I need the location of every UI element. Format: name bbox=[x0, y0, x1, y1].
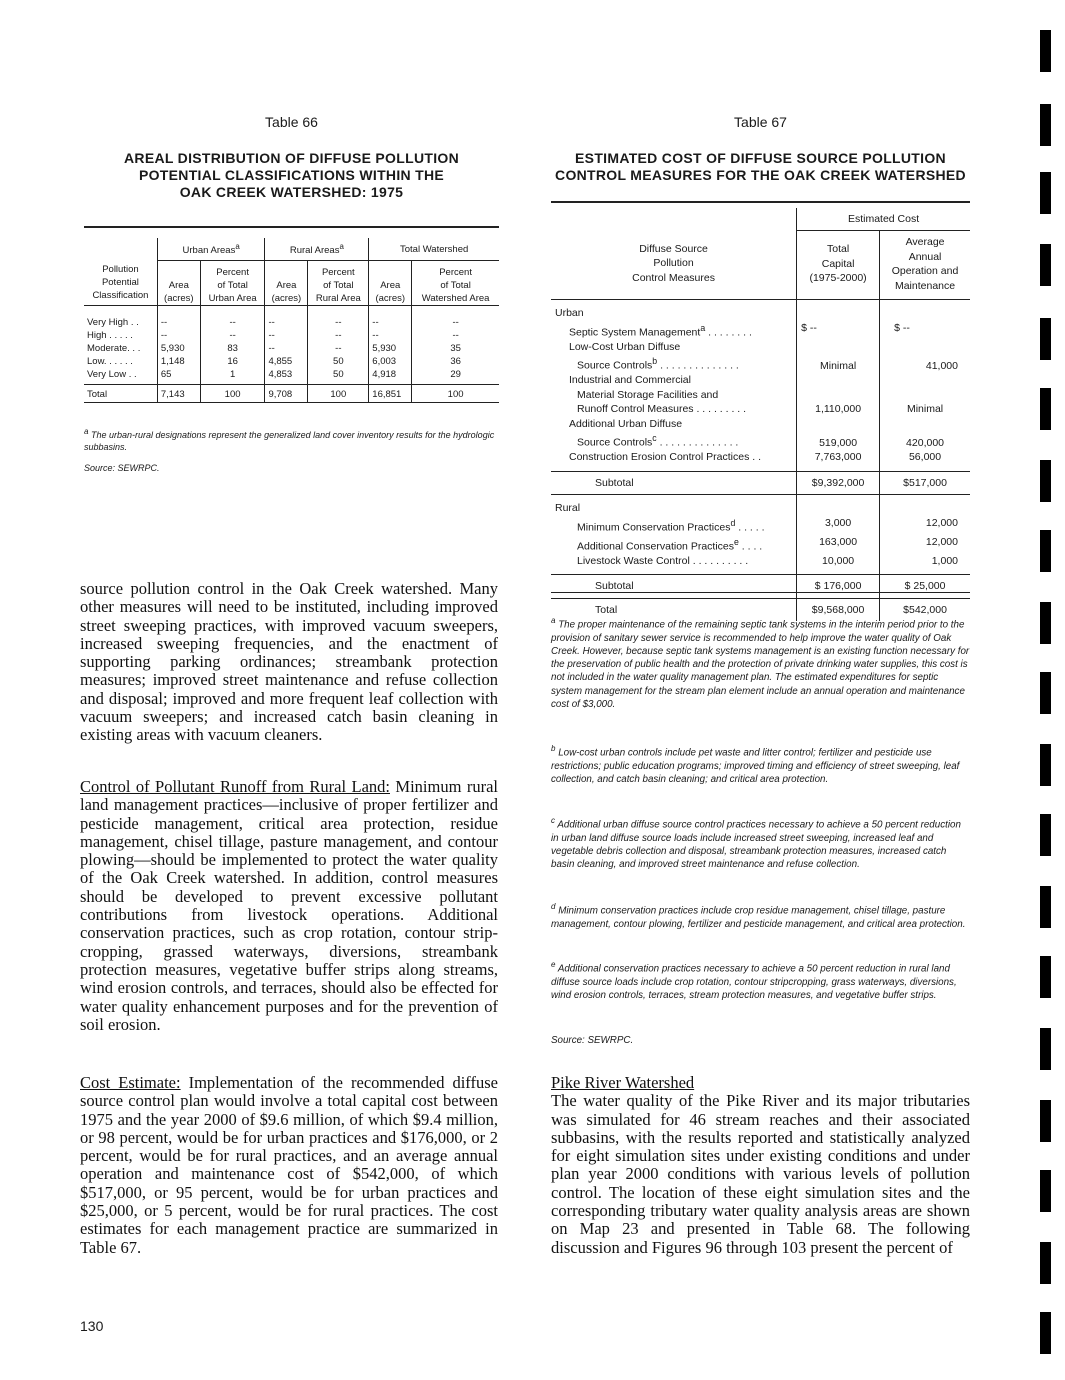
row-label bbox=[551, 516, 797, 535]
footnote-mark: a bbox=[339, 242, 344, 252]
table67-title-line: CONTROL MEASURES FOR THE OAK CREEK WATERSHED bbox=[555, 167, 966, 183]
footnote-mark: d bbox=[551, 902, 556, 911]
row-label-text: Industrial and Commercial bbox=[569, 374, 691, 386]
left-paragraph-3 bbox=[80, 1074, 498, 1257]
table67-footnote bbox=[551, 614, 970, 711]
table66-footnote bbox=[84, 426, 499, 453]
row-label-line bbox=[569, 431, 792, 450]
table66 bbox=[84, 238, 499, 403]
row-label-text: Septic System Management bbox=[569, 326, 701, 338]
table67-footnote bbox=[551, 742, 970, 786]
table-cell: 3,000 bbox=[797, 516, 880, 535]
table-cell: 9,708 bbox=[265, 385, 308, 404]
header-line: Diffuse Source bbox=[639, 242, 708, 255]
table-cell: 36 bbox=[412, 355, 499, 368]
row-label bbox=[551, 535, 797, 554]
table67-footnote bbox=[551, 958, 970, 1002]
table-row bbox=[84, 355, 499, 368]
leader-dots: . . . . . . . . . . bbox=[689, 554, 749, 567]
table-cell: 100 bbox=[308, 385, 369, 404]
table-cell: 7,143 bbox=[157, 385, 200, 404]
table-cell: -- bbox=[308, 329, 369, 342]
table66-number: Table 66 bbox=[265, 114, 318, 130]
row-label bbox=[551, 340, 797, 374]
binding-mark bbox=[1040, 1242, 1051, 1284]
footnote-text: The urban-rural designations represent the generalized land cover inventory results for the hydrologic subbasins. bbox=[84, 430, 495, 452]
binding-mark bbox=[1040, 460, 1051, 502]
binding-marks bbox=[1040, 0, 1051, 1380]
footnote-mark: a bbox=[700, 322, 706, 333]
binding-mark bbox=[1040, 1100, 1051, 1142]
leader-dots: . . . . . bbox=[735, 521, 765, 533]
table-cell: -- bbox=[265, 329, 308, 342]
table67-title-line: ESTIMATED COST OF DIFFUSE SOURCE POLLUTION bbox=[575, 150, 946, 166]
header-line: Percent bbox=[216, 267, 249, 278]
table-cell: 6,003 bbox=[369, 355, 412, 368]
header-line: (acres) bbox=[271, 293, 302, 304]
leader-dots: . . . . . . . . . bbox=[693, 403, 747, 415]
header-line: Area bbox=[168, 280, 189, 291]
row-label-text: Low-Cost Urban Diffuse bbox=[569, 340, 681, 353]
row-label: Moderate. . . bbox=[87, 342, 141, 354]
section-heading: Cost Estimate: bbox=[80, 1073, 181, 1092]
table67-col-header bbox=[797, 231, 880, 300]
table-cell: 4,853 bbox=[265, 368, 308, 381]
table-cell: -- bbox=[412, 316, 499, 329]
header-line: Urban Area bbox=[208, 293, 257, 304]
table-row bbox=[84, 342, 499, 355]
binding-mark bbox=[1040, 104, 1051, 146]
row-label-line bbox=[569, 354, 792, 373]
table-cell: 163,000 bbox=[797, 535, 880, 554]
row-label: Very High . . bbox=[87, 316, 139, 328]
table-cell: $517,000 bbox=[880, 471, 970, 495]
row-label-text: Minimum Conservation Practices bbox=[577, 521, 731, 533]
table66-col-header bbox=[265, 261, 308, 306]
table-subtotal-row bbox=[551, 575, 970, 599]
table-cell: $9,568,000 bbox=[797, 598, 880, 621]
header-line: Classification bbox=[92, 290, 149, 301]
table-cell: -- bbox=[265, 316, 308, 329]
footnote-mark: e bbox=[551, 960, 556, 969]
header-line: Pollution bbox=[653, 257, 694, 270]
row-label-text: Construction Erosion Control Practices bbox=[569, 451, 750, 463]
binding-mark bbox=[1040, 1028, 1051, 1070]
group-label: Total Watershed bbox=[399, 243, 469, 255]
group-label: Rural Areas bbox=[289, 245, 340, 257]
binding-mark bbox=[1040, 672, 1051, 714]
table-cell: -- bbox=[265, 342, 308, 355]
table-row bbox=[551, 554, 970, 575]
row-label-text: Additional Urban Diffuse bbox=[569, 417, 683, 430]
table-cell: 50 bbox=[308, 355, 369, 368]
paragraph-text: The water quality of the Pike River and its major tributaries was simulated for 46 stream reaches and their associated subbasins, with the results reported and statistically analyzed for eight simulation sites under existing conditions and under plan year 2000 conditions with various levels of pollution control. The location of these eight simulation sites and the corresponding tributary water quality analysis areas are shown on Map 23 and presented in Table 68. The following discussion and Figures 96 through 103 present the percent of bbox=[551, 1091, 970, 1257]
table-cell: -- bbox=[157, 316, 200, 329]
table-cell: 7,763,000 bbox=[797, 450, 880, 471]
footnote-mark: c bbox=[551, 816, 555, 825]
row-label-text: Additional Conservation Practices bbox=[577, 540, 734, 552]
binding-mark bbox=[1040, 814, 1051, 856]
header-line: Rural Area bbox=[315, 293, 361, 304]
row-label: Subtotal bbox=[551, 575, 797, 599]
table67-number: Table 67 bbox=[734, 114, 787, 130]
header-line: (1975-2000) bbox=[809, 272, 867, 285]
table67-bottom-rule bbox=[551, 592, 970, 593]
table-row bbox=[551, 373, 970, 417]
section-heading: Control of Pollutant Runoff from Rural Land: bbox=[80, 777, 390, 796]
binding-mark bbox=[1040, 956, 1051, 998]
table-cell: 1,110,000 bbox=[797, 373, 880, 417]
row-label bbox=[551, 373, 797, 417]
row-label bbox=[551, 450, 797, 471]
header-line: Percent bbox=[439, 267, 472, 278]
row-label-text: Runoff Control Measures bbox=[577, 403, 694, 415]
table-cell: 519,000 bbox=[797, 417, 880, 451]
section-label: Rural bbox=[551, 495, 797, 516]
leader-dots: . . . . . . . . bbox=[705, 326, 752, 338]
row-label: Very Low . . bbox=[87, 368, 137, 380]
table66-col-header bbox=[308, 261, 369, 306]
table66-group-header bbox=[369, 238, 499, 261]
header-line: Maintenance bbox=[894, 279, 956, 292]
table-subtotal-row bbox=[551, 471, 970, 495]
binding-mark bbox=[1040, 530, 1051, 572]
footnote-text: Minimum conservation practices include crop residue management, chisel tillage, pasture management, contour plowing, fertilizer and pesticide management, and critical area protection. bbox=[551, 905, 966, 930]
table-cell: -- bbox=[412, 329, 499, 342]
header-line: Control Measures bbox=[632, 271, 715, 284]
row-label-text: Material Storage Facilities and bbox=[577, 388, 719, 401]
table67-col-header bbox=[880, 231, 970, 300]
table-cell: 12,000 bbox=[880, 535, 970, 554]
section-heading: Pike River Watershed bbox=[551, 1073, 695, 1092]
table-cell: 12,000 bbox=[880, 516, 970, 535]
table-row bbox=[84, 329, 499, 342]
row-label-line bbox=[569, 402, 792, 417]
header-line: (acres) bbox=[164, 293, 194, 304]
row-label bbox=[551, 321, 797, 340]
header-line: Area bbox=[380, 280, 401, 291]
header-line: of Total bbox=[323, 280, 354, 291]
header-line: (acres) bbox=[375, 293, 406, 304]
paragraph-text: Implementation of the recommended diffuse source control plan would involve a total capital cost between 1975 and the year 2000 of $9.6 million, of which $9.4 million, or 98 percent, would be for urban practices and $176,000, or 2 percent, would be for rural practices, and an average annual operation and maintenance cost of $542,000, of which $517,000, or 95 percent, would be for urban practices and $25,000, or 5 percent, would be for rural practices. The cost estimates for each management practice are summarized in Table 67. bbox=[80, 1073, 498, 1257]
table-cell: $ 25,000 bbox=[880, 575, 970, 599]
table66-group-header bbox=[157, 238, 265, 261]
footnote-text: Low-cost urban controls include pet waste and litter control; fertilizer and pesticide use restrictions; public education programs; improved timing and efficiency of street sweeping, leaf collection, and catch basin cleaning; and critical area protection. bbox=[551, 747, 960, 785]
table-cell: $ -- bbox=[797, 321, 880, 340]
table-row bbox=[551, 340, 970, 374]
header-line: of Total bbox=[217, 280, 248, 291]
paragraph-text: Minimum rural land management practices—inclusive of proper fertilizer and pesticide management, critical area protection, residue management, chisel tillage, pasture management, and contour plowing—should be implemented to protect the water quality of the Oak Creek watershed. In addition, control measures should be developed to prevent excessive pollutant contributions from livestock operations. Additional conservation practices, such as crop rotation, contour strip-cropping, grassed waterways, diversions, streambank protection measures, vegetative buffer strips along streams, wind erosion controls, and terraces, should also be effected for water quality enhancement purposes and for the prevention of soil erosion. bbox=[80, 777, 498, 1034]
table-cell: -- bbox=[200, 329, 265, 342]
binding-mark bbox=[1040, 172, 1051, 214]
table-cell: -- bbox=[157, 329, 200, 342]
table-cell: -- bbox=[369, 329, 412, 342]
row-label: Total bbox=[551, 598, 797, 621]
table-row bbox=[551, 450, 970, 471]
binding-mark bbox=[1040, 30, 1051, 72]
footnote-mark: b bbox=[551, 744, 556, 753]
table-cell: $ -- bbox=[880, 321, 970, 340]
table-cell: $ 176,000 bbox=[797, 575, 880, 599]
header-line: of Total bbox=[440, 280, 471, 291]
table-cell: 1,000 bbox=[880, 554, 970, 575]
table-cell: $9,392,000 bbox=[797, 471, 880, 495]
table-cell: 35 bbox=[412, 342, 499, 355]
table-row bbox=[551, 535, 970, 554]
table66-row-header bbox=[84, 238, 157, 306]
row-label-text: Source Controls bbox=[577, 359, 653, 372]
section-label: Urban bbox=[551, 300, 797, 321]
table-cell: 29 bbox=[412, 368, 499, 381]
header-line: Pollution bbox=[102, 264, 139, 275]
binding-mark bbox=[1040, 886, 1051, 928]
footnote-mark: a bbox=[551, 616, 556, 625]
table67-top-rule bbox=[551, 201, 970, 203]
table-cell: -- bbox=[308, 316, 369, 329]
binding-mark bbox=[1040, 244, 1051, 286]
header-line: Capital bbox=[821, 257, 855, 270]
table-cell: 16 bbox=[200, 355, 265, 368]
table-cell: -- bbox=[369, 316, 412, 329]
table67 bbox=[551, 208, 970, 621]
table-cell: 50 bbox=[308, 368, 369, 381]
table-cell: Minimal bbox=[797, 340, 880, 374]
footnote-mark: c bbox=[652, 433, 657, 443]
table67-title bbox=[551, 150, 970, 184]
table66-title-line: POTENTIAL CLASSIFICATIONS WITHIN THE bbox=[138, 167, 445, 183]
footnote-mark: b bbox=[652, 356, 658, 366]
table66-source: Source: SEWRPC. bbox=[84, 463, 160, 473]
table66-title-line: OAK CREEK WATERSHED: 1975 bbox=[179, 184, 404, 200]
table67-col-header bbox=[551, 208, 797, 300]
leader-dots: . . . . bbox=[738, 540, 763, 552]
table-total-row bbox=[84, 385, 499, 404]
leader-dots: . . bbox=[749, 451, 761, 463]
table-row bbox=[84, 368, 499, 381]
table-cell: $542,000 bbox=[880, 598, 970, 621]
table66-title bbox=[84, 150, 499, 201]
row-label-text: Source Controls bbox=[577, 436, 653, 449]
table-row bbox=[551, 417, 970, 451]
leader-dots: . . . . . . . . . . . . . . bbox=[657, 359, 739, 372]
header-line: Annual bbox=[908, 250, 942, 263]
table66-title-line: AREAL DISTRIBUTION OF DIFFUSE POLLUTION bbox=[124, 150, 459, 166]
group-label: Urban Areas bbox=[182, 245, 236, 257]
footnote-text: The proper maintenance of the remaining septic tank systems in the interim period prior to the provision of sanitary sewer service is recommended to help improve the water quality of Oak Creek. However, because septic tank systems management is an existing function necessary for the preservation of public health and the protection of private drinking water supplies, this cost is not included in the water quality management plan. The estimated expenditures for septic system management for the stream plan element include an annual operation and maintenance cost of $3,000. bbox=[551, 619, 970, 711]
binding-mark bbox=[1040, 318, 1051, 360]
binding-mark bbox=[1040, 1312, 1051, 1354]
row-label: Low. . . . . . bbox=[87, 355, 133, 367]
row-label: High . . . . . bbox=[87, 329, 133, 341]
row-label-text: Livestock Waste Control bbox=[577, 554, 690, 567]
table67-footnote bbox=[551, 814, 970, 871]
binding-mark bbox=[1040, 1170, 1051, 1212]
page-number: 130 bbox=[80, 1318, 104, 1334]
table-cell: 1,148 bbox=[157, 355, 200, 368]
binding-mark bbox=[1040, 744, 1051, 786]
table-cell: 16,851 bbox=[369, 385, 412, 404]
header-line: Area bbox=[276, 280, 297, 291]
header-line: Watershed Area bbox=[421, 293, 490, 304]
header-line: Total bbox=[826, 243, 850, 256]
table-row bbox=[551, 516, 970, 535]
binding-mark bbox=[1040, 602, 1051, 644]
table-cell: 5,930 bbox=[157, 342, 200, 355]
table66-col-header bbox=[157, 261, 200, 306]
row-label: Total bbox=[84, 385, 157, 404]
table-cell: -- bbox=[308, 342, 369, 355]
table66-bottom-rule bbox=[84, 402, 499, 403]
table67-source: Source: SEWRPC. bbox=[551, 1035, 634, 1046]
footnote-mark: a bbox=[235, 242, 240, 252]
table-row bbox=[84, 316, 499, 329]
header-line: Average bbox=[905, 236, 945, 248]
footnote-text: Additional conservation practices necessary to achieve a 50 percent reduction in rural land diffuse source loads include crop rotation, contour stripcropping, grass waterways, diversions, wind erosion controls, terraces, stream protection measures, and vegetative buffer strips. bbox=[551, 963, 957, 1001]
right-section bbox=[551, 1074, 970, 1257]
binding-mark bbox=[1040, 388, 1051, 430]
table-cell: 65 bbox=[157, 368, 200, 381]
row-label: Subtotal bbox=[551, 471, 797, 495]
table-row bbox=[551, 321, 970, 340]
table66-top-rule bbox=[84, 226, 499, 228]
table67-footnote bbox=[551, 900, 970, 931]
table66-col-header bbox=[369, 261, 412, 306]
table-cell: 100 bbox=[200, 385, 265, 404]
table-cell: 4,855 bbox=[265, 355, 308, 368]
table66-col-header bbox=[200, 261, 265, 306]
footnote-text: Additional urban diffuse source control practices necessary to achieve a 50 percent reduction in urban land diffuse source loads include increased street sweeping, increased leaf and vegetable debris collection and disposal, streambank protection measures, increased catch basin cleaning, and improved street maintenance and refuse collection. bbox=[551, 819, 961, 871]
footnote-mark: a bbox=[84, 427, 89, 436]
header-line: Operation and bbox=[891, 265, 959, 277]
table67-estimated-cost-header: Estimated Cost bbox=[797, 208, 970, 231]
header-line: Potential bbox=[101, 277, 139, 288]
table66-group-header bbox=[265, 238, 369, 261]
table-cell: 1 bbox=[200, 368, 265, 381]
table-cell: 420,000 bbox=[880, 417, 970, 451]
row-label bbox=[551, 554, 797, 575]
table-cell: 83 bbox=[200, 342, 265, 355]
left-paragraph-1: source pollution control in the Oak Creek watershed. Many other measures will need to be instituted, including improved street sweeping practices, with improved vacuum sweepers, increased sweeping frequencies, and the enactment of supporting parking ordinances; streambank protection measures; improved street maintenance and refuse collection and disposal; improved and more frequent leaf collection with vacuum sweepers; and increased catch basin cleaning in existing areas with vacuum cleaners. bbox=[80, 579, 498, 745]
table-cell: 100 bbox=[412, 385, 499, 404]
table-cell: 41,000 bbox=[880, 340, 970, 374]
table-cell: 56,000 bbox=[880, 450, 970, 471]
left-paragraph-2 bbox=[80, 778, 498, 1034]
table66-col-header bbox=[412, 261, 499, 306]
table-cell: 5,930 bbox=[369, 342, 412, 355]
table-cell: 10,000 bbox=[797, 554, 880, 575]
footnote-mark: d bbox=[730, 517, 736, 528]
table-cell: -- bbox=[200, 316, 265, 329]
table-cell: Minimal bbox=[880, 373, 970, 417]
header-line: Percent bbox=[321, 267, 355, 278]
footnote-mark: e bbox=[734, 536, 739, 547]
row-label bbox=[551, 417, 797, 451]
table-cell: 4,918 bbox=[369, 368, 412, 381]
leader-dots: . . . . . . . . . . . . . . bbox=[656, 436, 739, 449]
